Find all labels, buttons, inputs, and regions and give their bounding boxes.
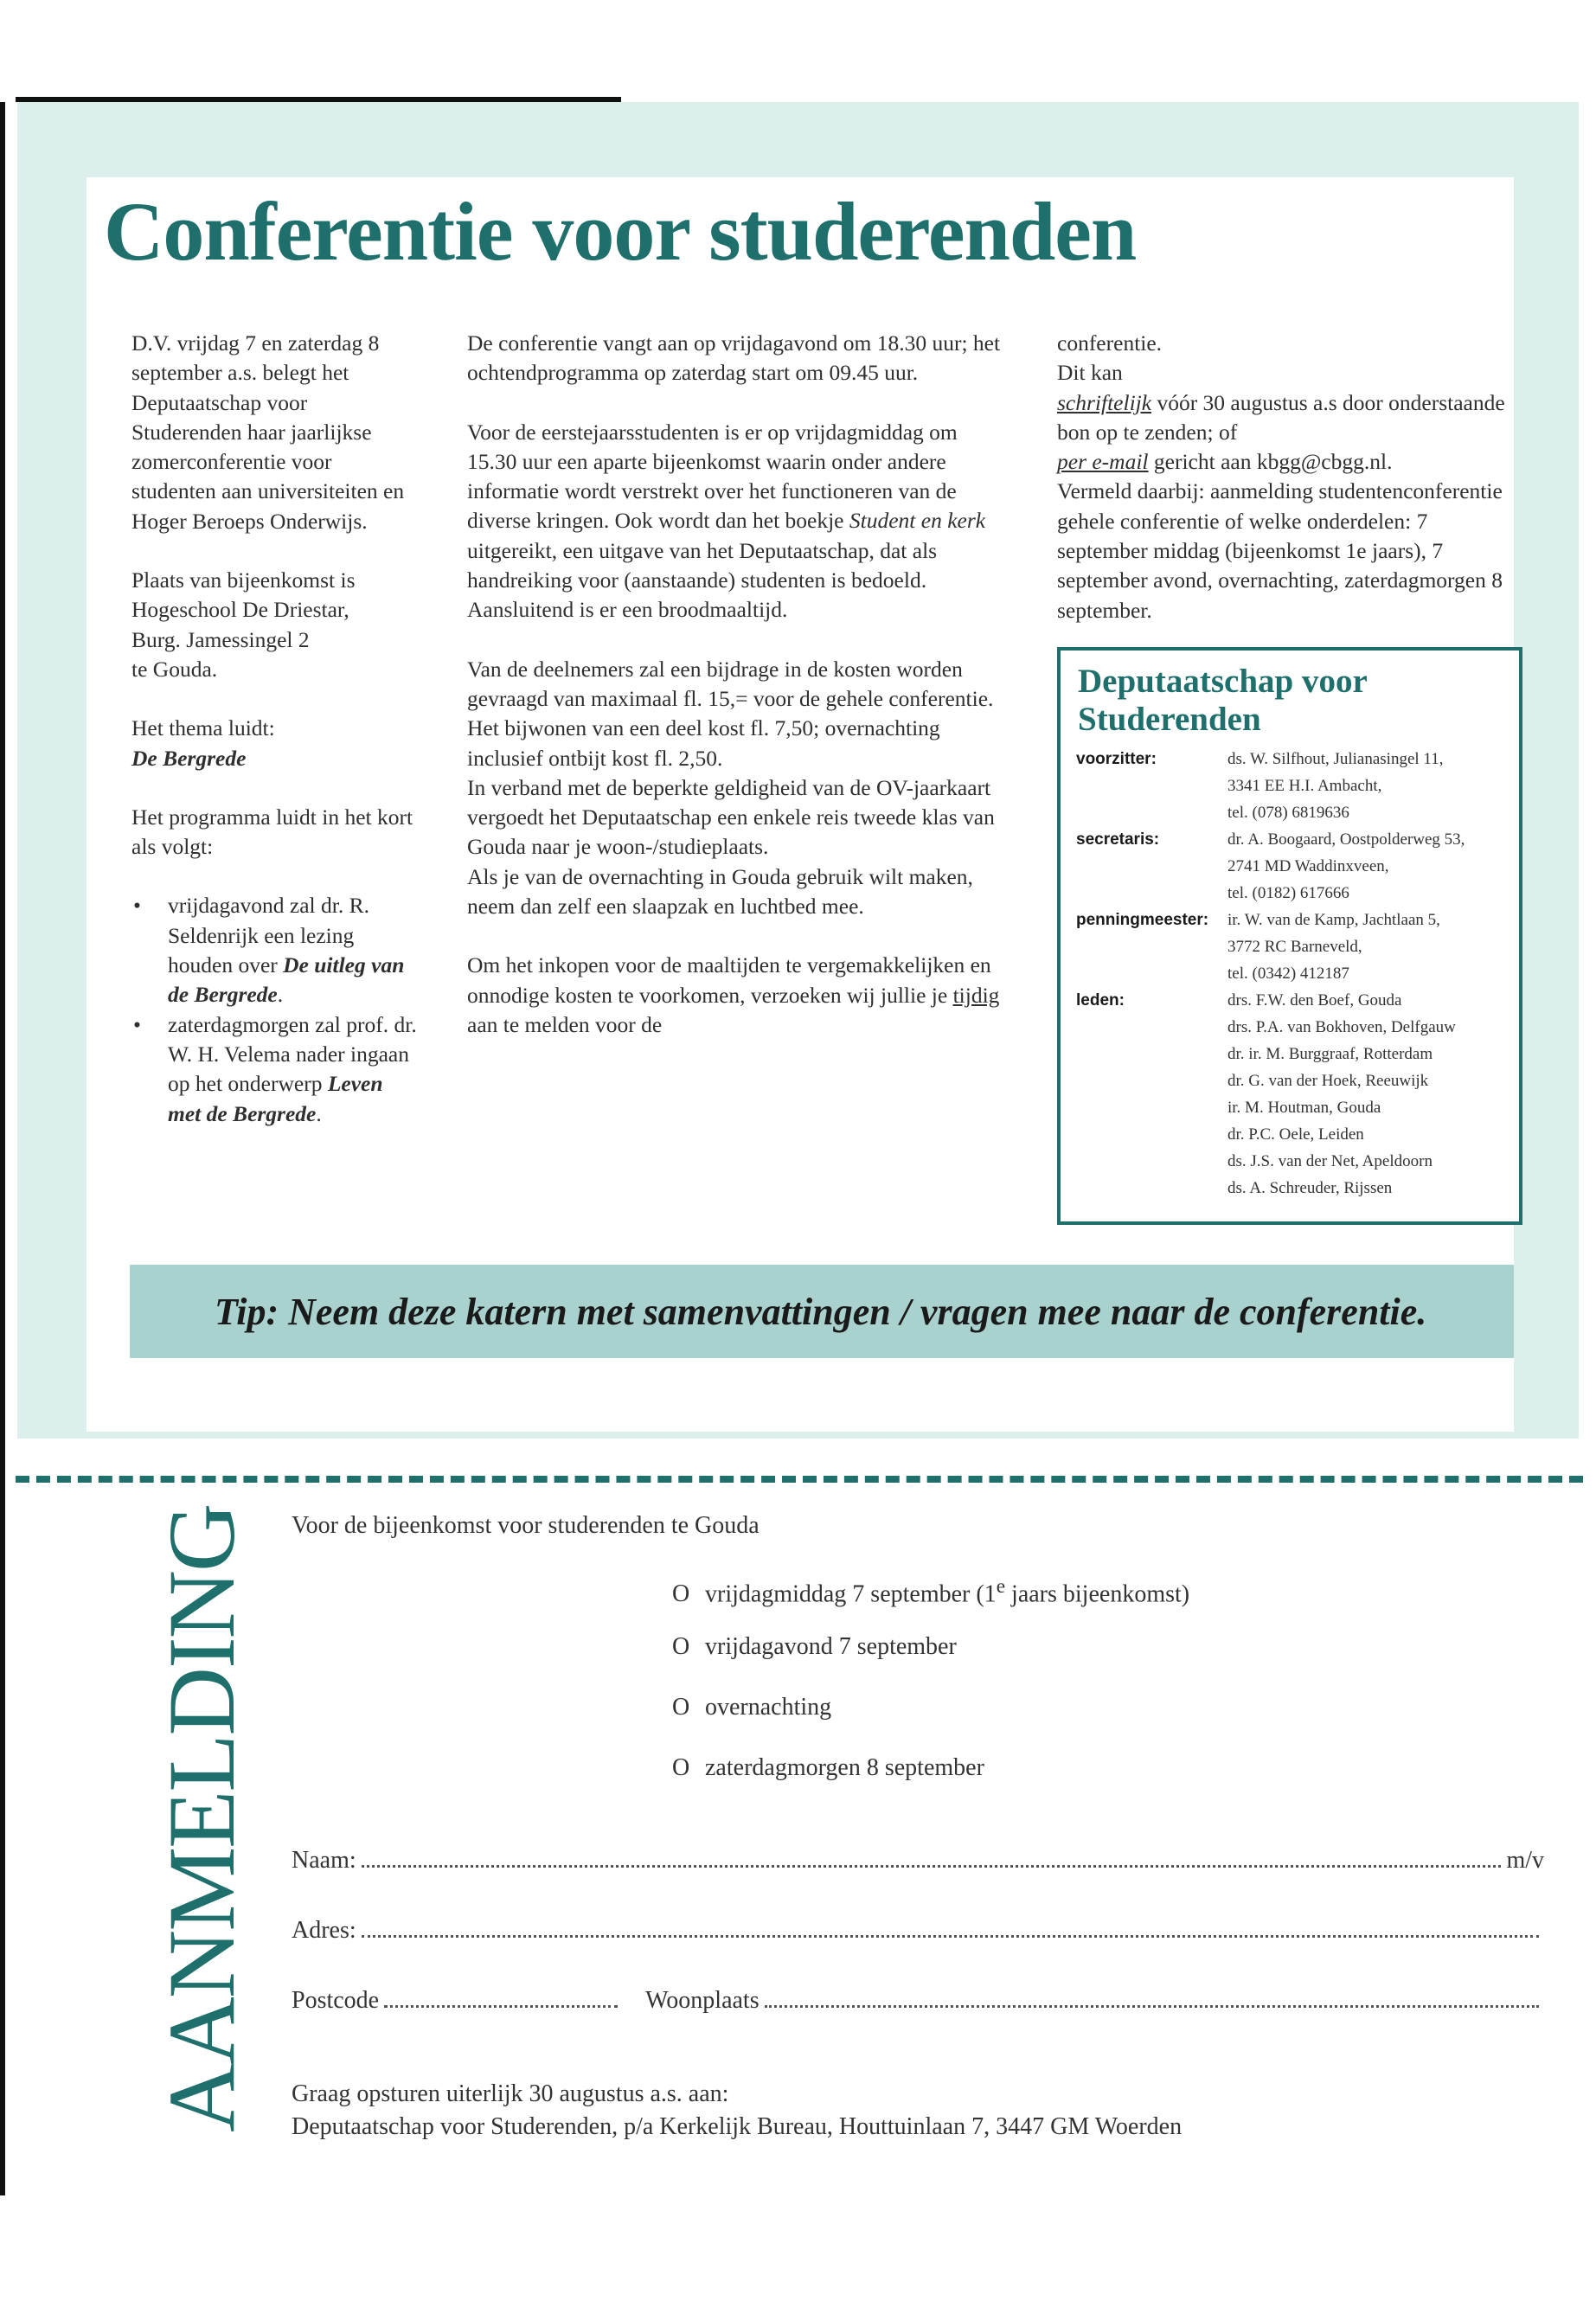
postcode-label: Postcode bbox=[292, 1987, 380, 2014]
naam-input[interactable] bbox=[362, 1865, 1502, 1868]
form-options bbox=[672, 1570, 1189, 1812]
bullet-emphasis: Leven met de Bergrede bbox=[168, 1071, 383, 1126]
role-line: dr. P.C. Oele, Leiden bbox=[1227, 1125, 1364, 1144]
col3-line: Dit kan bbox=[1057, 360, 1123, 386]
option-label: vrijdagavond 7 september bbox=[705, 1633, 957, 1660]
column-3 bbox=[1057, 329, 1507, 625]
committee-title: Deputaatschap voor Studerenden bbox=[1078, 663, 1368, 738]
signup-paragraph bbox=[467, 951, 1003, 1040]
postcode-input[interactable] bbox=[384, 2005, 618, 2008]
role-label: voorzitter: bbox=[1076, 750, 1157, 768]
bullet-text: zaterdagmorgen zal prof. dr. W. H. Velema nader ingaan op het onderwerp bbox=[168, 1011, 417, 1097]
tijdig-underlined: tijdig bbox=[952, 982, 1000, 1008]
role-details bbox=[1227, 826, 1465, 907]
role-leden bbox=[1076, 987, 1517, 1202]
role-line: 3341 EE H.I. Ambacht, bbox=[1227, 777, 1382, 795]
option-circle[interactable]: O bbox=[672, 1633, 690, 1660]
role-line: tel. (0182) 617666 bbox=[1227, 884, 1349, 902]
costs-paragraph bbox=[467, 655, 1003, 922]
email-link[interactable]: per e-mail bbox=[1057, 449, 1149, 475]
column-1 bbox=[131, 329, 417, 1129]
schriftelijk-underlined: schriftelijk bbox=[1057, 389, 1152, 415]
theme-title: De Bergrede bbox=[131, 745, 247, 771]
role-line: drs. F.W. den Boef, Gouda bbox=[1227, 991, 1402, 1009]
role-voorzitter bbox=[1076, 746, 1517, 826]
option-circle[interactable]: O bbox=[672, 1754, 690, 1781]
woonplaats-label: Woonplaats bbox=[645, 1987, 760, 2014]
first-year-text: Voor de eerstejaarsstudenten is er op vrijdagmiddag om 15.30 uur een aparte bijeenkomst waarin onder andere informatie wordt verstrekt over het functioneren van de diverse kringen. Ook wordt dan het boekje bbox=[467, 419, 958, 534]
signup-text-end: aan te melden voor de bbox=[467, 1011, 663, 1037]
column-2 bbox=[467, 329, 1003, 1069]
signup-text: Om het inkopen voor de maaltijden te vergemakkelijken en onnodige kosten te voorkomen, verzoeken wij jullie je bbox=[467, 952, 991, 1008]
role-label: secretaris: bbox=[1076, 830, 1160, 849]
bullet-text: vrijdagavond zal dr. R. Seldenrijk een lezing houden over bbox=[168, 893, 369, 978]
overnight-text: Als je van de overnachting in Gouda gebruik wilt maken, neem dan zelf een slaapzak en luchtbed mee. bbox=[467, 863, 973, 920]
ov-text: In verband met de beperkte geldigheid van de OV-jaarkaart vergoedt het Deputaatschap een enkele reis tweede klas van Gouda naar je woon-/studieplaats. bbox=[467, 774, 995, 860]
location-line: te Gouda. bbox=[131, 656, 218, 682]
form-footer bbox=[292, 2078, 1182, 2144]
role-line: ds. A. Schreuder, Rijssen bbox=[1227, 1179, 1393, 1197]
role-penningmeester bbox=[1076, 907, 1517, 987]
bullet-end: . bbox=[316, 1100, 322, 1126]
role-line: dr. G. van der Hoek, Reeuwijk bbox=[1227, 1072, 1429, 1090]
location-paragraph bbox=[131, 566, 417, 684]
role-line: tel. (078) 6819636 bbox=[1227, 804, 1349, 822]
intro-paragraph: D.V. vrijdag 7 en zaterdag 8 september a.s. belegt het Deputaatschap voor Studerenden haar jaarlijkse zomerconferentie voor studenten aan universiteiten en Hoger Beroeps Onderwijs. bbox=[131, 330, 405, 534]
mention-text: Vermeld daarbij: aanmelding studentenconferentie gehele conferentie of welke onderdelen: 7 september middag (bijeenkomst 1e jaars), 7 september avond, overnachting, zaterdagmorgen 8 september. bbox=[1057, 478, 1503, 623]
location-line: Hogeschool De Driestar, bbox=[131, 597, 349, 623]
role-line: drs. P.A. van Bokhoven, Delfgauw bbox=[1227, 1018, 1456, 1036]
cut-line bbox=[16, 1476, 1583, 1483]
role-details bbox=[1227, 746, 1443, 826]
naam-field bbox=[292, 1847, 1544, 1875]
role-label: penningmeester: bbox=[1076, 911, 1209, 929]
option-label: zaterdagmorgen 8 september bbox=[705, 1754, 984, 1781]
committee-box bbox=[1057, 647, 1522, 1225]
email-text: gericht aan kbgg@cbgg.nl. bbox=[1148, 449, 1393, 475]
option-friday-evening[interactable] bbox=[672, 1631, 1189, 1691]
role-details bbox=[1227, 907, 1440, 987]
adres-label: Adres: bbox=[292, 1917, 356, 1944]
adres-input[interactable] bbox=[362, 1935, 1539, 1938]
option-sup: e bbox=[996, 1575, 1006, 1598]
left-rule bbox=[0, 102, 5, 2195]
option-label-end: jaars bijeenkomst) bbox=[1005, 1580, 1190, 1608]
program-intro: Het programma luidt in het kort als volgt: bbox=[131, 804, 413, 860]
list-item bbox=[168, 1010, 417, 1129]
written-line bbox=[1057, 388, 1507, 448]
tip-text: Tip: Neem deze katern met samenvattingen / vragen mee naar de conferentie. bbox=[215, 1290, 1427, 1333]
footer-line: Graag opsturen uiterlijk 30 augustus a.s. aan: bbox=[292, 2080, 729, 2107]
role-line: dr. ir. M. Burggraaf, Rotterdam bbox=[1227, 1045, 1433, 1063]
option-saturday-morning[interactable] bbox=[672, 1752, 1189, 1812]
location-line: Plaats van bijeenkomst is bbox=[131, 567, 356, 593]
page-title: Conferentie voor studerenden bbox=[104, 185, 1137, 278]
adres-field bbox=[292, 1917, 1544, 1945]
role-line: 3772 RC Barneveld, bbox=[1227, 938, 1362, 956]
option-label: overnachting bbox=[705, 1694, 832, 1721]
tip-banner bbox=[130, 1265, 1514, 1358]
role-label: leden: bbox=[1076, 991, 1125, 1009]
role-line: ir. M. Houtman, Gouda bbox=[1227, 1099, 1381, 1117]
bullet-emphasis: De uitleg van de Bergrede bbox=[168, 952, 405, 1008]
committee-roles bbox=[1076, 746, 1517, 1202]
email-line bbox=[1057, 447, 1507, 477]
option-circle[interactable]: O bbox=[672, 1580, 690, 1608]
schedule-paragraph: De conferentie vangt aan op vrijdagavond om 18.30 uur; het ochtendprogramma op zaterdag start om 09.45 uur. bbox=[467, 330, 1001, 386]
bullet-end: . bbox=[277, 982, 284, 1008]
role-details bbox=[1227, 987, 1456, 1202]
role-secretaris bbox=[1076, 826, 1517, 907]
option-overnight[interactable] bbox=[672, 1691, 1189, 1752]
theme-label: Het thema luidt: bbox=[131, 715, 275, 741]
option-friday-afternoon[interactable] bbox=[672, 1570, 1189, 1631]
role-line: 2741 MD Waddinxveen, bbox=[1227, 857, 1389, 875]
form-intro: Voor de bijeenkomst voor studerenden te Gouda bbox=[292, 1512, 760, 1539]
role-line: dr. A. Boogaard, Oostpolderweg 53, bbox=[1227, 830, 1465, 849]
footer-address: Deputaatschap voor Studerenden, p/a Kerkelijk Bureau, Houttuinlaan 7, 3447 GM Woerden bbox=[292, 2113, 1183, 2140]
role-line: ds. W. Silfhout, Julianasingel 11, bbox=[1227, 750, 1444, 768]
program-list bbox=[131, 891, 417, 1128]
role-line: tel. (0342) 412187 bbox=[1227, 965, 1349, 983]
written-text: vóór 30 augustus a.s door onderstaande bon op te zenden; of bbox=[1057, 389, 1505, 445]
address-row bbox=[292, 1987, 1544, 2015]
form-vertical-title: AANMELDING bbox=[149, 1504, 254, 2132]
woonplaats-input[interactable] bbox=[765, 2005, 1539, 2008]
theme-paragraph bbox=[131, 714, 417, 773]
first-year-text-end: uitgereikt, een uitgave van het Deputaatschap, dat als handreiking voor (aanstaande) studenten is bedoeld. Aansluitend is er een broodmaaltijd. bbox=[467, 537, 938, 623]
list-item bbox=[168, 891, 417, 1009]
first-year-paragraph bbox=[467, 418, 1003, 625]
naam-label: Naam: bbox=[292, 1847, 356, 1874]
mv-label: m/v bbox=[1506, 1847, 1544, 1874]
role-line: ir. W. van de Kamp, Jachtlaan 5, bbox=[1227, 911, 1440, 929]
option-label: vrijdagmiddag 7 september (1 bbox=[705, 1580, 997, 1608]
col3-line: conferentie. bbox=[1057, 330, 1163, 356]
costs-text: Van de deelnemers zal een bijdrage in de kosten worden gevraagd van maximaal fl. 15,= voor de gehele conferentie. Het bijwonen van een deel kost fl. 7,50; overnachting inclusief ontbijt kost fl. 2,50. bbox=[467, 656, 994, 771]
option-circle[interactable]: O bbox=[672, 1694, 690, 1721]
booklet-title: Student en kerk bbox=[849, 508, 986, 534]
location-line: Burg. Jamessingel 2 bbox=[131, 626, 310, 652]
role-line: ds. J.S. van der Net, Apeldoorn bbox=[1227, 1152, 1433, 1170]
